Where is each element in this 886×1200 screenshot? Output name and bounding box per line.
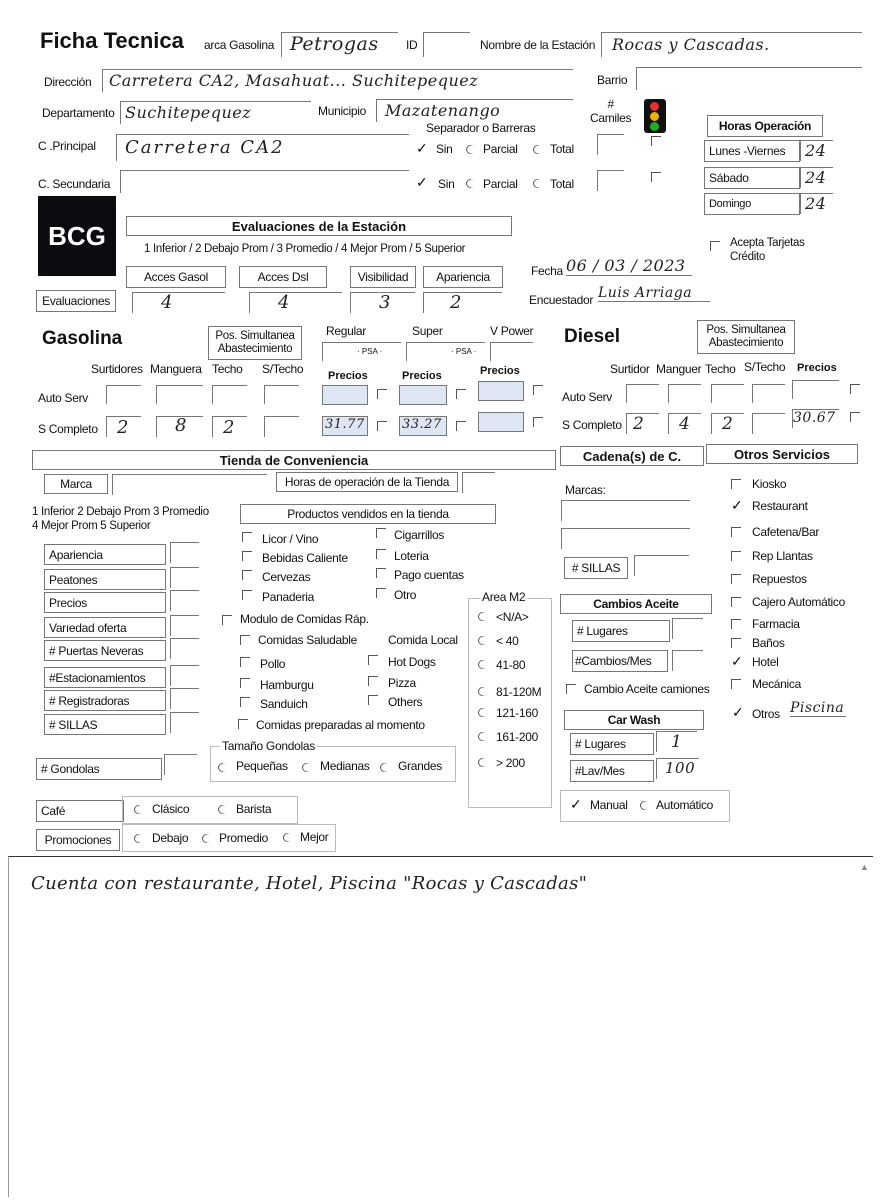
comida-label-1: Hamburgu [260, 678, 314, 692]
domingo-value: 24 [805, 194, 827, 213]
auto-serv-label: Auto Serv [38, 391, 88, 405]
sin-check-secundaria[interactable]: ✓ [416, 174, 428, 190]
manual-label: Manual [590, 798, 628, 812]
sc-surtidores-field[interactable] [106, 416, 141, 437]
rating-label-peatones: Peatones [44, 569, 166, 590]
barrio-field[interactable] [636, 67, 862, 90]
rating-label-estacionamientos: #Estacionamientos [44, 667, 166, 688]
precios-super-label: Precios [402, 370, 442, 382]
estacion-value: Rocas y Cascadas. [612, 35, 770, 54]
producto-label-2: Cervezas [262, 570, 311, 584]
sin-label-2: Sin [438, 177, 455, 191]
servicio-label-7: Baños [752, 636, 785, 650]
comida-label-0: Pollo [260, 657, 286, 671]
producto2-label-2: Pago cuentas [394, 568, 464, 582]
surtidores-label: Surtidores [91, 362, 143, 376]
cafe-label: Café [36, 800, 124, 822]
comidas-rap-label: Modulo de Comidas Ráp. [240, 612, 369, 626]
page-title: Ficha Tecnica [40, 28, 184, 53]
rating-field-precios[interactable] [170, 590, 199, 611]
precios-regular-label: Precios [328, 370, 368, 382]
rating-field-peatones[interactable] [170, 567, 199, 588]
automatico-label: Automático [656, 798, 714, 812]
diesel-sc-techo-value: 2 [722, 414, 734, 434]
comidas-saludable-label: Comidas Saludable [258, 633, 357, 647]
parcial-label-1: Parcial [483, 142, 518, 156]
as-manguera-field[interactable] [156, 385, 203, 404]
diesel-auto-serv-label: Auto Serv [562, 390, 612, 404]
bcg-logo: BCG [38, 196, 116, 276]
camiles-field-1[interactable] [597, 134, 624, 155]
diesel-as-precio-field[interactable] [792, 380, 839, 399]
techo-label: Techo [212, 362, 243, 376]
sc-stecho-field[interactable] [264, 416, 299, 437]
diesel-sc-techo-field[interactable] [711, 413, 744, 434]
carwash-lugares-field[interactable] [656, 731, 697, 752]
servicio-label-3: Rep Llantas [752, 549, 813, 563]
traffic-light-icon [644, 99, 666, 133]
vpower-psa-field[interactable] [490, 342, 533, 361]
rating-label-sillas: # SILLAS [44, 714, 166, 735]
diesel-as-techo-field[interactable] [711, 384, 744, 403]
rating-label-registradoras: # Registradoras [44, 690, 166, 711]
lunes-viernes-field[interactable] [800, 140, 833, 161]
producto-label-0: Licor / Vino [262, 532, 319, 546]
producto-checkbox-0[interactable] [242, 532, 252, 542]
servicio-checkbox-2[interactable] [731, 527, 741, 537]
comidas-saludable-checkbox[interactable] [240, 635, 250, 645]
otros-value[interactable]: Piscina [790, 700, 845, 716]
comida2-checkbox-2[interactable] [368, 695, 378, 705]
evaluaciones-button[interactable]: Evaluaciones [36, 290, 116, 312]
diesel-sc-precio-value: 30.67 [793, 410, 836, 426]
sc-techo-field[interactable] [212, 416, 247, 437]
servicio-label-6: Farmacia [752, 617, 800, 631]
comida2-checkbox-0[interactable] [368, 655, 378, 665]
acces-dsl-field[interactable] [249, 292, 342, 313]
diesel-pos-simultanea-button[interactable]: Pos. Simultanea Abastecimiento [697, 320, 795, 354]
as-regular-checkbox[interactable] [377, 389, 387, 399]
comida2-label-1: Pizza [388, 676, 416, 690]
diesel-sc-manguer-value: 4 [679, 414, 691, 434]
total-label-1: Total [550, 142, 574, 156]
diesel-stecho-label: S/Techo [744, 360, 786, 374]
visibilidad-button[interactable]: Visibilidad [350, 266, 416, 288]
debajo-label: Debajo [152, 831, 189, 845]
producto-checkbox-3[interactable] [242, 590, 252, 600]
carwash-lugares-label: # Lugares [570, 733, 654, 755]
camiles-label: # Camiles [590, 97, 632, 125]
servicio-label-4: Repuestos [752, 572, 807, 586]
id-label: ID [406, 38, 418, 52]
cprincipal-value: Carretera CA2 [125, 137, 285, 158]
acces-dsl-value: 4 [278, 292, 290, 313]
preparadas-label: Comidas preparadas al momento [256, 718, 425, 732]
gasolina-title: Gasolina [42, 328, 123, 349]
sc-vpower-price-field[interactable] [478, 412, 524, 432]
diesel-manguer-label: Manguer [656, 362, 702, 376]
servicio-checkbox-9[interactable] [731, 679, 741, 689]
servicio-label-0: Kiosko [752, 477, 787, 491]
cadena-title: Cadena(s) de C. [560, 446, 704, 466]
visibilidad-field[interactable] [350, 292, 415, 313]
sc-manguera-field[interactable] [156, 416, 203, 437]
csecundaria-label: C. Secundaria [38, 177, 111, 191]
super-psa: · PSA · [451, 347, 477, 356]
lav-mes-label: #Lav/Mes [570, 760, 654, 782]
servicio-label-8: Hotel [752, 655, 779, 669]
servicio-label-9: Mecánica [752, 677, 801, 691]
servicio-check-8[interactable]: ✓ [731, 653, 743, 669]
area-label: Area M2 [482, 590, 526, 604]
carwash-lugares-value: 1 [671, 732, 683, 752]
servicio-checkbox-4[interactable] [731, 574, 741, 584]
horas-tienda-button[interactable]: Horas de operación de la Tienda [276, 472, 458, 492]
gondolas-field[interactable] [164, 754, 197, 775]
horas-tienda-field[interactable] [462, 472, 495, 493]
municipio-label: Municipio [318, 104, 366, 118]
regular-psa-field[interactable] [322, 342, 401, 361]
pequenas-label: Pequeñas [236, 759, 288, 773]
municipio-field[interactable] [376, 99, 573, 122]
comida2-label-0: Hot Dogs [388, 655, 436, 669]
cambios-mes-label: #Cambios/Mes [572, 650, 668, 672]
producto2-checkbox-2[interactable] [376, 568, 386, 578]
vpower-label: V Power [490, 324, 534, 338]
sin-label-1: Sin [436, 142, 453, 156]
clasico-label: Clásico [152, 802, 190, 816]
manguera-label: Manguera [150, 362, 202, 376]
direccion-label: Dirección [44, 75, 92, 89]
area-label-0: <N/A> [496, 610, 529, 624]
apariencia-value: 2 [450, 292, 462, 313]
lunes-viernes-label: Lunes -Viernes [704, 140, 800, 162]
acces-gasol-field[interactable] [132, 292, 225, 313]
marcas-field-1[interactable] [561, 500, 690, 521]
regular-psa: · PSA · [357, 347, 383, 356]
notes-area[interactable] [8, 856, 873, 1197]
gondolas-label: # Gondolas [36, 758, 162, 780]
sc-super-price: 33.27 [402, 417, 442, 432]
productos-vendidos-button[interactable]: Productos vendidos en la tienda [240, 504, 496, 524]
as-regular-price-field[interactable] [322, 385, 368, 405]
diesel-surtidor-label: Surtidor [610, 362, 650, 376]
as-vpower-price-field[interactable] [478, 381, 524, 401]
domingo-label: Domingo [704, 193, 800, 215]
fecha-value[interactable]: 06 / 03 / 2023 [566, 256, 692, 276]
producto-label-3: Panaderia [262, 590, 315, 604]
diesel-as-surtidor-field[interactable] [626, 384, 659, 403]
servicio-check-1[interactable]: ✓ [731, 497, 743, 513]
as-super-price-field[interactable] [399, 385, 447, 405]
comidas-rap-checkbox[interactable] [222, 615, 232, 625]
sc-vpower-checkbox[interactable] [533, 417, 543, 427]
parcial-radio-1[interactable] [464, 143, 477, 156]
as-super-checkbox[interactable] [456, 389, 466, 399]
municipio-value: Mazatenango [385, 101, 501, 120]
rating-field-estacionamientos[interactable] [170, 665, 199, 686]
servicio-label-2: Cafetena/Bar [752, 525, 820, 539]
apariencia-field[interactable] [423, 292, 502, 313]
domingo-field[interactable] [800, 193, 833, 214]
rating-field-puertas-neveras[interactable] [170, 638, 199, 659]
evaluaciones-scale: 1 Inferior / 2 Debajo Prom / 3 Promedio / 4 Mejor Prom / 5 Superior [144, 243, 466, 255]
marca-tienda-field[interactable] [112, 474, 267, 495]
id-field[interactable] [423, 32, 470, 57]
parcial-label-2: Parcial [483, 177, 518, 191]
area-label-5: 161-200 [496, 730, 538, 744]
visibilidad-value: 3 [379, 292, 391, 313]
estacion-label: Nombre de la Estación [480, 38, 596, 52]
regular-label: Regular [326, 324, 366, 338]
departamento-field[interactable] [120, 101, 311, 124]
tienda-title: Tienda de Conveniencia [32, 450, 556, 470]
cadena-sillas-field[interactable] [634, 555, 689, 576]
as-vpower-checkbox[interactable] [533, 385, 543, 395]
checkbox-principal[interactable] [651, 136, 661, 146]
encuestador-label: Encuestador [529, 293, 594, 307]
camiles-field-2[interactable] [597, 170, 624, 191]
otros-label: Otros [752, 707, 780, 721]
sc-techo-value: 2 [223, 417, 235, 438]
marca-gasolina-value: Petrogas [290, 33, 379, 55]
super-label: Super [412, 324, 443, 338]
acepta-tarjetas-checkbox[interactable] [710, 241, 720, 251]
estacion-field[interactable] [601, 32, 862, 57]
servicio-checkbox-0[interactable] [731, 479, 741, 489]
lunes-viernes-value: 24 [805, 141, 827, 160]
tamano-gondolas-label: Tamaño Gondolas [222, 739, 315, 753]
fecha-label: Fecha [531, 264, 563, 278]
rating-field-var-edad-oferta[interactable] [170, 615, 199, 636]
scroll-up-icon[interactable]: ▲ [860, 862, 869, 872]
aceite-lugares-field[interactable] [672, 618, 703, 639]
mejor-label: Mejor [300, 830, 329, 844]
area-group [468, 598, 552, 808]
lav-mes-field[interactable] [656, 758, 699, 779]
sc-regular-checkbox[interactable] [377, 421, 387, 431]
area-label-1: < 40 [496, 634, 519, 648]
car-wash-button[interactable]: Car Wash [564, 710, 704, 730]
direccion-field[interactable] [102, 69, 573, 92]
diesel-sc-surtidor-field[interactable] [626, 413, 659, 434]
stecho-label: S/Techo [262, 362, 304, 376]
diesel-as-checkbox[interactable] [850, 384, 860, 394]
comida-label-2: Sanduich [260, 697, 308, 711]
producto2-checkbox-0[interactable] [376, 528, 386, 538]
producto-checkbox-2[interactable] [242, 570, 252, 580]
evaluaciones-title: Evaluaciones de la Estación [126, 216, 512, 236]
comida2-checkbox-1[interactable] [368, 676, 378, 686]
rating-label-apariencia: Apariencia [44, 544, 166, 565]
total-label-2: Total [550, 177, 574, 191]
acces-gasol-button[interactable]: Acces Gasol [126, 266, 226, 288]
servicio-checkbox-3[interactable] [731, 551, 741, 561]
aceite-lugares-label: # Lugares [572, 620, 670, 642]
diesel-precios-label: Precios [797, 362, 837, 374]
servicio-checkbox-7[interactable] [731, 638, 741, 648]
comida-checkbox-2[interactable] [240, 697, 250, 707]
promociones-label: Promociones [36, 829, 120, 851]
sabado-field[interactable] [800, 167, 833, 188]
diesel-sc-manguer-field[interactable] [668, 413, 701, 434]
sc-super-checkbox[interactable] [456, 421, 466, 431]
marcas-field-2[interactable] [561, 528, 690, 549]
comida-checkbox-1[interactable] [240, 678, 250, 688]
checkbox-secundaria[interactable] [651, 172, 661, 182]
cambios-mes-field[interactable] [672, 650, 703, 671]
servicio-label-5: Cajero Automático [752, 595, 845, 609]
aceite-camiones-label: Cambio Aceite camiones [584, 682, 710, 696]
manual-check[interactable]: ✓ [570, 796, 582, 812]
rating-label-var-edad-oferta: Varıedad oferta [44, 617, 166, 638]
producto-checkbox-1[interactable] [242, 551, 252, 561]
area-label-3: 81-120M [496, 685, 542, 699]
aceite-camiones-checkbox[interactable] [566, 684, 576, 694]
otros-servicios-title: Otros Servicios [706, 444, 858, 464]
diesel-sc-checkbox[interactable] [850, 412, 860, 422]
super-psa-field[interactable] [406, 342, 485, 361]
departamento-value: Suchitepequez [125, 103, 252, 122]
otros-check[interactable]: ✓ [732, 704, 744, 720]
area-label-2: 41-80 [496, 658, 526, 672]
tienda-scale-1: 1 Inferior 2 Debajo Prom 3 Promedio [32, 506, 209, 518]
diesel-sc-stecho-field[interactable] [752, 413, 785, 434]
diesel-sc-surtidor-value: 2 [633, 414, 645, 434]
apariencia-button[interactable]: Apariencia [423, 266, 503, 288]
as-surtidores-field[interactable] [106, 385, 141, 404]
rating-field-registradoras[interactable] [170, 688, 199, 709]
gasolina-pos-simultanea-button[interactable]: Pos. Simultanea Abastecimiento [208, 326, 302, 360]
marca-gasolina-label: arca Gasolina [204, 38, 275, 52]
rating-label-puertas-neveras: # Puertas Neveras [44, 640, 166, 661]
lav-mes-value: 100 [665, 759, 696, 777]
grandes-label: Grandes [398, 759, 442, 773]
rating-label-precios: Precios [44, 592, 166, 613]
encuestador-value[interactable]: Luis Arriaga [598, 285, 710, 302]
acces-gasol-value: 4 [161, 292, 173, 313]
medianas-label: Medianas [320, 759, 370, 773]
sc-regular-price-field[interactable] [322, 416, 368, 436]
parcial-radio-2[interactable] [464, 177, 477, 190]
precios-vpower-label: Precios [480, 365, 520, 377]
comida2-label-2: Others [388, 695, 423, 709]
s-completo-label: S Completo [38, 422, 98, 436]
sc-super-price-field[interactable] [399, 416, 447, 436]
cadena-sillas-label: # SILLAS [564, 557, 628, 579]
cprincipal-field[interactable] [116, 134, 409, 161]
tienda-scale-2: 4 Mejor Prom 5 Superior [32, 520, 151, 532]
diesel-sc-precio-field[interactable] [792, 409, 839, 428]
rating-field-sillas[interactable] [170, 712, 199, 733]
separador-label: Separador o Barreras [426, 121, 536, 135]
area-label-6: > 200 [496, 756, 525, 770]
promedio-label: Promedio [219, 831, 268, 845]
producto2-label-1: Loteria [394, 549, 429, 563]
csecundaria-field[interactable] [120, 170, 409, 193]
producto2-checkbox-3[interactable] [376, 588, 386, 598]
preparadas-checkbox[interactable] [238, 719, 248, 729]
diesel-title: Diesel [564, 326, 620, 347]
as-techo-field[interactable] [212, 385, 247, 404]
cambios-aceite-button[interactable]: Cambios Aceite [560, 594, 712, 614]
sabado-value: 24 [805, 168, 827, 187]
servicio-checkbox-6[interactable] [731, 619, 741, 629]
producto2-checkbox-1[interactable] [376, 549, 386, 559]
sin-check-principal[interactable]: ✓ [416, 140, 428, 156]
barista-label: Barista [236, 802, 272, 816]
sc-manguera-value: 8 [175, 415, 187, 436]
comida-local-label: Comida Local [388, 633, 458, 647]
area-label-4: 121-160 [496, 706, 538, 720]
diesel-techo-label: Techo [705, 362, 736, 376]
barrio-label: Barrio [597, 73, 628, 87]
sc-regular-price: 31.77 [325, 417, 365, 432]
marcas-label: Marcas: [565, 483, 606, 497]
comida-checkbox-0[interactable] [240, 657, 250, 667]
as-stecho-field[interactable] [264, 385, 299, 404]
sabado-label: Sábado [704, 167, 800, 189]
producto2-label-3: Otro [394, 588, 417, 602]
servicio-checkbox-5[interactable] [731, 597, 741, 607]
producto2-label-0: Cigarrillos [394, 528, 445, 542]
marca-button[interactable]: Marca [44, 474, 108, 494]
producto-label-1: Bebidas Caliente [262, 551, 348, 565]
notes-text: Cuenta con restaurante, Hotel, Piscina "Rocas y Cascadas" [31, 873, 588, 894]
departamento-label: Departamento [42, 106, 115, 120]
sc-surtidores-value: 2 [117, 417, 129, 438]
acces-dsl-button[interactable]: Acces Dsl [239, 266, 327, 288]
servicio-label-1: Restaurant [752, 499, 808, 513]
diesel-as-stecho-field[interactable] [752, 384, 785, 403]
diesel-as-manguer-field[interactable] [668, 384, 701, 403]
rating-field-apariencia[interactable] [170, 542, 199, 563]
direccion-value: Carretera CA2, Masahuat... Suchitepequez [109, 71, 479, 90]
diesel-s-completo-label: S Completo [562, 418, 622, 432]
cafe-group [122, 796, 298, 824]
total-radio-2[interactable] [531, 177, 544, 190]
marca-gasolina-field[interactable] [281, 32, 398, 57]
cprincipal-label: C .Principal [38, 139, 96, 153]
acepta-tarjetas-label: Acepta Tarjetas Crédito [730, 237, 805, 263]
horas-operacion-button[interactable]: Horas Operación [707, 115, 823, 137]
total-radio-1[interactable] [531, 143, 544, 156]
